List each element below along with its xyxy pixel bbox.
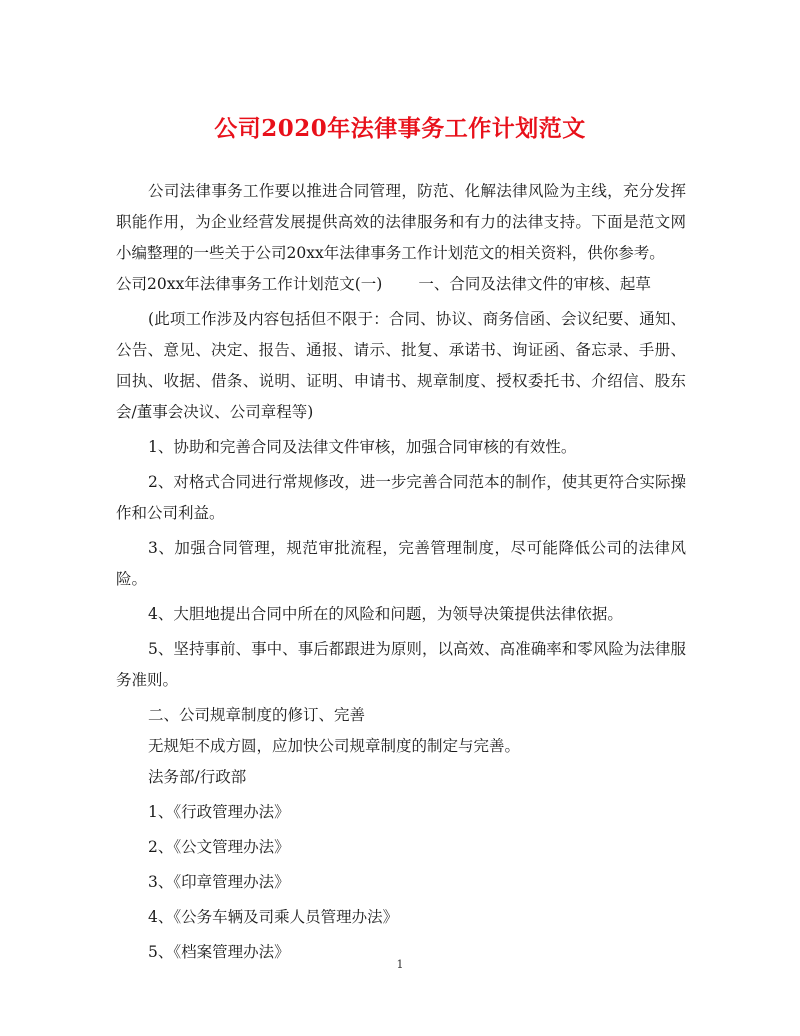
section-2-item-4: 4、《公务车辆及司乘人员管理办法》 — [148, 908, 399, 926]
section-1-item-4: 4、大胆地提出合同中所在的风险和问题，为领导决策提供法律依据。 — [148, 605, 623, 623]
section-2-text: 无规矩不成方圆，应加快公司规章制度的制定与完善。 — [148, 737, 521, 755]
document-body — [116, 176, 686, 968]
section-1-item-2: 2、对格式合同进行常规修改，进一步完善合同范本的制作，使其更符合实际操作和公司利益。 — [116, 473, 686, 522]
intro-paragraph: 公司法律事务工作要以推进合同管理，防范、化解法律风险为主线，充分发挥职能作用，为企业经营发展提供高效的法律服务和有力的法律支持。下面是范文网小编整理的一些关于公司20xx年法律事务工作计划范文的相关资料，供你参考。 — [116, 182, 686, 262]
document-title: 公司2020年法律事务工作计划范文 — [214, 115, 586, 142]
section-2-heading: 二、公司规章制度的修订、完善 — [148, 706, 366, 724]
section-1-heading: 一、合同及法律文件的审核、起草 — [418, 275, 651, 293]
section-1-item-1: 1、协助和完善合同及法律文件审核，加强合同审核的有效性。 — [148, 438, 577, 456]
section-2-item-5: 5、《档案管理办法》 — [148, 943, 290, 961]
subtitle-line — [116, 269, 686, 300]
section-2-item-1: 1、《行政管理办法》 — [148, 803, 290, 821]
page-number: 1 — [396, 958, 404, 971]
section-2-dept: 法务部/行政部 — [148, 768, 247, 786]
section-1-item-5: 5、坚持事前、事中、事后都跟进为原则，以高效、高准确率和零风险为法律服务准则。 — [116, 640, 686, 689]
section-2-item-3: 3、《印章管理办法》 — [148, 873, 290, 891]
section-1-scope: (此项工作涉及内容包括但不限于：合同、协议、商务信函、会议纪要、通知、公告、意见、决定、报告、通报、请示、批复、承诺书、询证函、备忘录、手册、回执、收据、借条、说明、证明、申请书、规章制度、授权委托书、介绍信、股东会/董事会决议、公司章程等) — [116, 310, 686, 421]
section-2-item-2: 2、《公文管理办法》 — [148, 838, 290, 856]
article-subtitle: 公司20xx年法律事务工作计划范文(一) — [116, 275, 383, 293]
section-1-item-3: 3、加强合同管理，规范审批流程，完善管理制度，尽可能降低公司的法律风险。 — [116, 539, 686, 588]
